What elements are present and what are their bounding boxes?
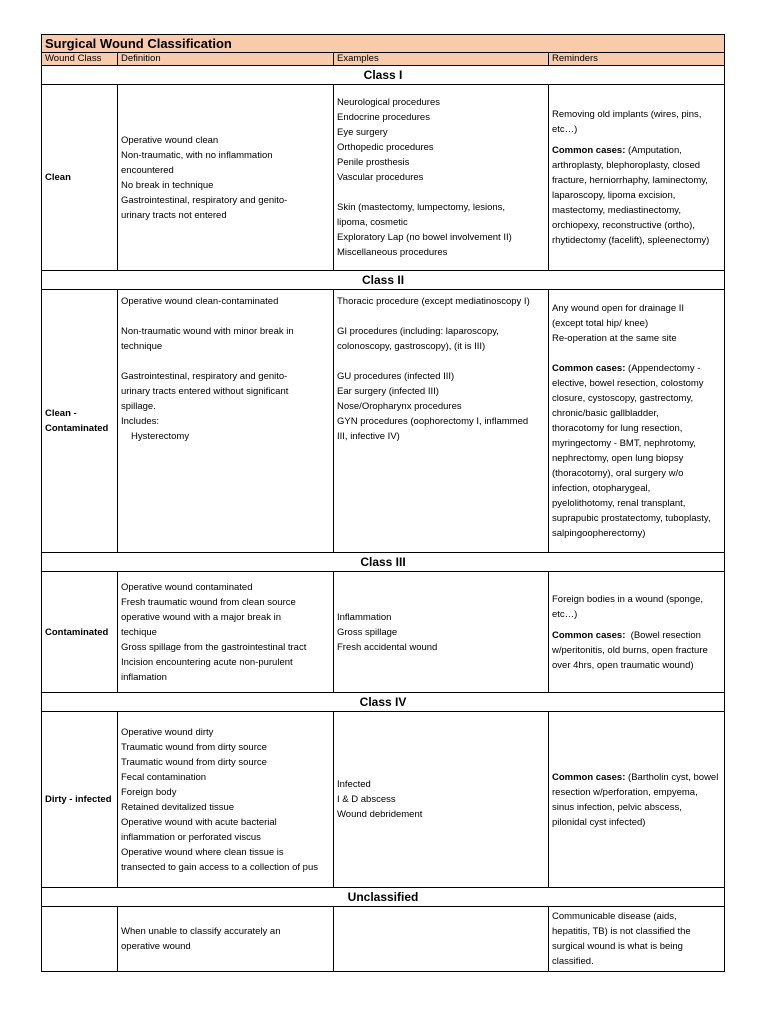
common-cases bbox=[552, 628, 721, 673]
reminders-lines bbox=[552, 301, 721, 346]
text-line: Foreign body bbox=[121, 786, 177, 798]
common-cases-line bbox=[552, 628, 721, 643]
text-line: technique bbox=[121, 341, 163, 352]
definition-include-item: Hysterectomy bbox=[131, 431, 190, 442]
common-cases-label: Common cases: bbox=[552, 145, 626, 156]
class-row bbox=[42, 85, 725, 271]
text-line: operative wound with a major break in bbox=[121, 611, 282, 623]
common-cases-line: fracture, herniorrhaphy, laminectomy, bbox=[552, 175, 708, 186]
text-line: techique bbox=[121, 626, 157, 638]
common-cases-line: infection, otopharygeal, bbox=[552, 483, 651, 494]
common-cases-line: sinus infection, pelvic abscess, bbox=[552, 801, 682, 813]
common-cases bbox=[552, 361, 721, 541]
text-line: Any wound open for drainage II bbox=[552, 303, 685, 314]
text-line: Fecal contamination bbox=[121, 771, 207, 783]
text-line: inflammation or perforated viscus bbox=[121, 831, 261, 843]
text-line: Non-traumatic wound with minor break in bbox=[121, 326, 294, 337]
examples-cell bbox=[334, 290, 549, 553]
examples-lines bbox=[337, 294, 545, 309]
reminders-lines bbox=[552, 592, 721, 622]
class-heading-row bbox=[42, 66, 725, 85]
class-heading: Class II bbox=[42, 271, 725, 290]
text-line: Gross spillage bbox=[337, 626, 398, 638]
text-line: Removing old implants (wires, pins, bbox=[552, 109, 702, 120]
common-cases-text: (Appendectomy - bbox=[625, 363, 701, 374]
definition-cell bbox=[118, 572, 334, 693]
examples-lines bbox=[337, 777, 545, 822]
examples-lines bbox=[337, 95, 545, 260]
text-line: Fresh accidental wound bbox=[337, 641, 438, 653]
common-cases-line: (thoracotomy), oral surgery w/o bbox=[552, 468, 684, 479]
common-cases-line: closure, cystoscopy, gastrectomy, bbox=[552, 393, 694, 404]
text-line: Includes: bbox=[121, 416, 160, 427]
text-line: Operative wound clean bbox=[121, 134, 219, 146]
common-cases-label: Common cases: bbox=[552, 771, 626, 783]
common-cases-line: thoracotomy for lung resection, bbox=[552, 423, 683, 434]
header-wound-class: Wound Class bbox=[42, 53, 118, 66]
common-cases-text: (Bartholin cyst, bowel bbox=[625, 771, 719, 783]
text-line: classified. bbox=[552, 956, 594, 967]
common-cases-text: (Amputation, bbox=[625, 145, 682, 156]
text-line: Contaminated bbox=[45, 423, 109, 434]
class-heading: Class I bbox=[42, 66, 725, 85]
class-heading-row bbox=[42, 271, 725, 290]
text-line: Gastrointestinal, respiratory and genito- bbox=[121, 194, 288, 206]
examples-cell bbox=[334, 85, 549, 271]
text-line: Gross spillage from the gastrointestinal tract bbox=[121, 641, 307, 653]
text-line: Communicable disease (aids, bbox=[552, 911, 677, 922]
common-cases-text: (Bowel resection bbox=[625, 629, 701, 641]
common-cases-line: pyelolithotomy, renal transplant, bbox=[552, 498, 686, 509]
class-heading: Class III bbox=[42, 553, 725, 572]
text-line: Wound debridement bbox=[337, 809, 423, 820]
text-line: urinary tracts not entered bbox=[121, 209, 227, 221]
text-line: Retained devitalized tissue bbox=[121, 801, 235, 813]
text-line: Non-traumatic, with no inflammation bbox=[121, 149, 273, 161]
text-line: Operative wound dirty bbox=[121, 726, 214, 738]
text-line: Orthopedic procedures bbox=[337, 142, 434, 153]
class-heading-row bbox=[42, 553, 725, 572]
reminders-cell bbox=[549, 290, 725, 553]
common-cases-line: orchiopexy, reconstructive (ortho), bbox=[552, 220, 695, 231]
text-line: transected to gain access to a collection of pus bbox=[121, 861, 318, 873]
text-line: encountered bbox=[121, 164, 174, 176]
text-line: etc…) bbox=[552, 124, 578, 135]
text-line: Ear surgery (infected III) bbox=[337, 386, 439, 397]
reminders-cell bbox=[549, 85, 725, 271]
text-line: Skin (mastectomy, lumpectomy, lesions, bbox=[337, 202, 506, 213]
class-row bbox=[42, 572, 725, 693]
common-cases-line: resection w/perforation, empyema, bbox=[552, 786, 698, 798]
text-line: Miscellaneous procedures bbox=[337, 247, 448, 258]
definition-lines bbox=[121, 133, 330, 223]
examples-cell bbox=[334, 572, 549, 693]
text-line: Foreign bodies in a wound (sponge, bbox=[552, 593, 704, 605]
text-line: lipoma, cosmetic bbox=[337, 217, 408, 228]
text-line: When unable to classify accurately an bbox=[121, 926, 281, 937]
text-line: hepatitis, TB) is not classified the bbox=[552, 926, 691, 937]
text-line: Exploratory Lap (no bowel involvement II) bbox=[337, 232, 512, 243]
table-title: Surgical Wound Classification bbox=[42, 35, 725, 53]
definition-lines bbox=[121, 725, 330, 875]
common-cases-line: pilonidal cyst infected) bbox=[552, 816, 646, 828]
reminders-cell bbox=[549, 712, 725, 888]
reminders-lines bbox=[552, 107, 721, 137]
examples-lines bbox=[337, 324, 545, 354]
reminders-cell bbox=[549, 572, 725, 693]
text-line: GYN procedures (oophorectomy I, inflammed bbox=[337, 416, 529, 427]
common-cases-line: salpingoopherectomy) bbox=[552, 528, 646, 539]
common-cases-line: mastectomy, mediastinectomy, bbox=[552, 205, 681, 216]
common-cases-line bbox=[552, 770, 721, 785]
definition-lines bbox=[121, 369, 330, 429]
text-line: III, infective IV) bbox=[337, 431, 400, 442]
reminders-lines bbox=[552, 909, 721, 969]
common-cases-line: w/peritonitis, old burns, open fracture bbox=[552, 644, 708, 656]
common-cases bbox=[552, 143, 721, 248]
wound-class-cell bbox=[42, 290, 118, 553]
common-cases bbox=[552, 770, 721, 830]
text-line: Traumatic wound from dirty source bbox=[121, 756, 267, 768]
text-line: Traumatic wound from dirty source bbox=[121, 741, 267, 753]
common-cases-line: chronic/basic gallbladder, bbox=[552, 408, 659, 419]
common-cases-line: rhytidectomy (facelift), spleenectomy) bbox=[552, 235, 710, 246]
definition-lines bbox=[121, 924, 330, 954]
text-line: Operative wound where clean tissue is bbox=[121, 846, 284, 858]
common-cases-line: elective, bowel resection, colostomy bbox=[552, 378, 704, 389]
class-row bbox=[42, 290, 725, 553]
class-heading: Unclassified bbox=[42, 888, 725, 907]
common-cases-line: nephrectomy, open lung biopsy bbox=[552, 453, 684, 464]
title-row bbox=[42, 35, 725, 53]
text-line: Penile prosthesis bbox=[337, 157, 410, 168]
text-line: Infected bbox=[337, 779, 371, 790]
text-line: inflamation bbox=[121, 671, 167, 683]
text-line: Vascular procedures bbox=[337, 172, 424, 183]
text-line: Neurological procedures bbox=[337, 97, 440, 108]
header-examples: Examples bbox=[334, 53, 549, 66]
common-cases-line: suprapubic prostatectomy, tuboplasty, bbox=[552, 513, 711, 524]
text-line bbox=[337, 185, 545, 200]
common-cases-line: laparoscopy, lipoma excision, bbox=[552, 190, 676, 201]
examples-cell bbox=[334, 712, 549, 888]
reminders-cell bbox=[549, 907, 725, 972]
definition-lines bbox=[121, 580, 330, 685]
common-cases-line bbox=[552, 143, 721, 158]
text-line: Operative wound clean-contaminated bbox=[121, 296, 279, 307]
text-line: urinary tracts entered without significant bbox=[121, 386, 289, 397]
common-cases-line bbox=[552, 361, 721, 376]
common-cases-line: over 4hrs, open traumatic wound) bbox=[552, 659, 694, 671]
class-row bbox=[42, 712, 725, 888]
definition-cell bbox=[118, 290, 334, 553]
definition-cell bbox=[118, 712, 334, 888]
definition-lines bbox=[121, 294, 330, 309]
text-line: surgical wound is what is being bbox=[552, 941, 683, 952]
text-line: I & D abscess bbox=[337, 794, 396, 805]
class-row bbox=[42, 907, 725, 972]
text-line: Re-operation at the same site bbox=[552, 333, 677, 344]
common-cases-line: arthroplasty, blephoroplasty, closed bbox=[552, 160, 701, 171]
wound-class-cell bbox=[42, 907, 118, 972]
text-line: Gastrointestinal, respiratory and genito- bbox=[121, 371, 288, 382]
text-line: GI procedures (including: laparoscopy, bbox=[337, 326, 499, 337]
text-line: Clean - bbox=[45, 408, 77, 419]
text-line: Operative wound contaminated bbox=[121, 581, 253, 593]
common-cases-line: myringectomy - BMT, nephrotomy, bbox=[552, 438, 696, 449]
text-line: etc…) bbox=[552, 608, 578, 620]
text-line: Nose/Oropharynx procedures bbox=[337, 401, 462, 412]
text-line: Operative wound with acute bacterial bbox=[121, 816, 277, 828]
definition-cell bbox=[118, 85, 334, 271]
definition-cell bbox=[118, 907, 334, 972]
wound-class-cell: Clean bbox=[42, 85, 118, 271]
class-heading-row bbox=[42, 693, 725, 712]
header-definition: Definition bbox=[118, 53, 334, 66]
text-line: Endocrine procedures bbox=[337, 112, 430, 123]
text-line: Eye surgery bbox=[337, 127, 388, 138]
common-cases-label: Common cases: bbox=[552, 629, 626, 641]
classification-table bbox=[41, 34, 725, 972]
definition-lines bbox=[121, 324, 330, 354]
examples-cell bbox=[334, 907, 549, 972]
examples-lines bbox=[337, 610, 545, 655]
common-cases-label: Common cases: bbox=[552, 363, 626, 374]
text-line: operative wound bbox=[121, 941, 191, 952]
text-line: Thoracic procedure (except mediatinoscopy I) bbox=[337, 296, 530, 307]
text-line: Inflammation bbox=[337, 611, 392, 623]
text-line: Incision encountering acute non-purulent bbox=[121, 656, 293, 668]
text-line: Fresh traumatic wound from clean source bbox=[121, 596, 296, 608]
text-line: No break in technique bbox=[121, 179, 214, 191]
examples-lines bbox=[337, 369, 545, 444]
class-heading-row bbox=[42, 888, 725, 907]
header-reminders: Reminders bbox=[549, 53, 725, 66]
text-line: spillage. bbox=[121, 401, 156, 412]
wound-class-lines bbox=[45, 406, 114, 436]
wound-class-cell: Contaminated bbox=[42, 572, 118, 693]
class-heading: Class IV bbox=[42, 693, 725, 712]
header-row bbox=[42, 53, 725, 66]
wound-classification-sheet bbox=[41, 34, 724, 972]
text-line: colonoscopy, gastroscopy), (it is III) bbox=[337, 341, 486, 352]
wound-class-cell: Dirty - infected bbox=[42, 712, 118, 888]
text-line: GU procedures (infected III) bbox=[337, 371, 455, 382]
text-line: (except total hip/ knee) bbox=[552, 318, 649, 329]
